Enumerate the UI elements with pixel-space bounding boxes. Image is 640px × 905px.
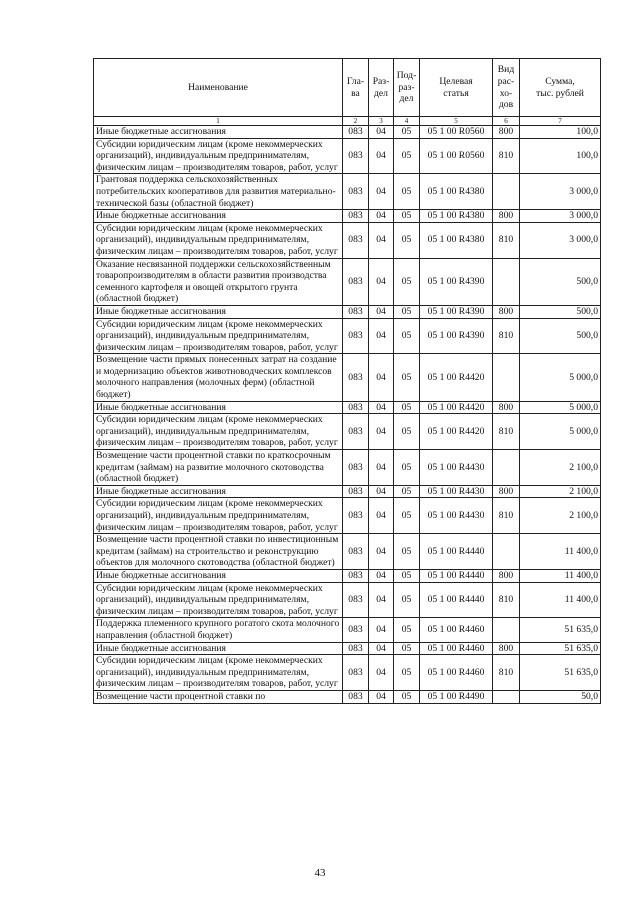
cell-podrazdel: 05 xyxy=(394,582,420,618)
cell-vid: 810 xyxy=(493,318,520,354)
cell-target: 05 1 00 R4390 xyxy=(420,305,493,318)
cell-razdel: 04 xyxy=(369,618,394,642)
cell-podrazdel: 05 xyxy=(394,354,420,401)
cell-glava: 083 xyxy=(343,126,369,139)
page-number: 43 xyxy=(314,867,326,879)
cell-vid: 810 xyxy=(493,498,520,534)
cell-target: 05 1 00 R4490 xyxy=(420,690,493,703)
header-razdel: Раз- дел xyxy=(369,59,394,117)
cell-sum: 11 400,0 xyxy=(520,534,601,570)
cell-target: 05 1 00 R4420 xyxy=(420,414,493,450)
cell-name: Иные бюджетные ассигнования xyxy=(94,485,343,498)
table-row xyxy=(94,318,601,354)
cell-podrazdel: 05 xyxy=(394,618,420,642)
header-vid: Вид рас- хо- дов xyxy=(493,59,520,117)
cell-glava: 083 xyxy=(343,655,369,691)
table-row xyxy=(94,569,601,582)
table-row xyxy=(94,126,601,139)
cell-sum: 50,0 xyxy=(520,690,601,703)
cell-glava: 083 xyxy=(343,318,369,354)
cell-podrazdel: 05 xyxy=(394,690,420,703)
cell-vid xyxy=(493,174,520,210)
cell-name: Субсидии юридическим лицам (кроме некоммерческих организаций), индивидуальным предпринимателям, физическим лицам – производителям товаров, работ, услуг xyxy=(94,138,343,174)
cell-sum: 500,0 xyxy=(520,305,601,318)
cell-glava: 083 xyxy=(343,305,369,318)
cell-sum: 51 635,0 xyxy=(520,618,601,642)
cell-target: 05 1 00 R4430 xyxy=(420,498,493,534)
cell-glava: 083 xyxy=(343,354,369,401)
cell-target: 05 1 00 R4430 xyxy=(420,485,493,498)
cell-razdel: 04 xyxy=(369,414,394,450)
cell-podrazdel: 05 xyxy=(394,126,420,139)
cell-glava: 083 xyxy=(343,174,369,210)
cell-name: Возмещение части прямых понесенных затрат на создание и модернизацию объектов животноводческих комплексов молочного направления (молочных ферм) (областной бюджет) xyxy=(94,354,343,401)
cell-vid xyxy=(493,534,520,570)
cell-razdel: 04 xyxy=(369,305,394,318)
cell-podrazdel: 05 xyxy=(394,222,420,258)
cell-razdel: 04 xyxy=(369,485,394,498)
cell-glava: 083 xyxy=(343,498,369,534)
cell-glava: 083 xyxy=(343,690,369,703)
table-row xyxy=(94,534,601,570)
cell-vid: 810 xyxy=(493,414,520,450)
cell-vid: 800 xyxy=(493,642,520,655)
cell-target: 05 1 00 R4420 xyxy=(420,354,493,401)
cell-razdel: 04 xyxy=(369,569,394,582)
cell-podrazdel: 05 xyxy=(394,414,420,450)
cell-podrazdel: 05 xyxy=(394,498,420,534)
table-row xyxy=(94,485,601,498)
cell-glava: 083 xyxy=(343,210,369,223)
header-sum: Сумма, тыс. рублей xyxy=(520,59,601,117)
column-number: 3 xyxy=(369,117,394,126)
cell-target: 05 1 00 R4440 xyxy=(420,534,493,570)
table-body xyxy=(94,126,601,704)
cell-razdel: 04 xyxy=(369,498,394,534)
cell-target: 05 1 00 R4390 xyxy=(420,318,493,354)
table-row xyxy=(94,414,601,450)
cell-razdel: 04 xyxy=(369,318,394,354)
cell-podrazdel: 05 xyxy=(394,258,420,305)
cell-name: Возмещение части процентной ставки по xyxy=(94,690,343,703)
cell-vid: 810 xyxy=(493,138,520,174)
cell-vid xyxy=(493,258,520,305)
cell-sum: 100,0 xyxy=(520,138,601,174)
cell-name: Иные бюджетные ассигнования xyxy=(94,126,343,139)
table-row xyxy=(94,690,601,703)
cell-vid xyxy=(493,618,520,642)
cell-vid: 810 xyxy=(493,222,520,258)
cell-podrazdel: 05 xyxy=(394,642,420,655)
cell-sum: 3 000,0 xyxy=(520,222,601,258)
cell-sum: 51 635,0 xyxy=(520,655,601,691)
cell-glava: 083 xyxy=(343,138,369,174)
cell-sum: 100,0 xyxy=(520,126,601,139)
cell-vid: 800 xyxy=(493,485,520,498)
cell-name: Иные бюджетные ассигнования xyxy=(94,569,343,582)
table-row xyxy=(94,138,601,174)
cell-sum: 3 000,0 xyxy=(520,210,601,223)
cell-podrazdel: 05 xyxy=(394,210,420,223)
cell-sum: 51 635,0 xyxy=(520,642,601,655)
cell-podrazdel: 05 xyxy=(394,534,420,570)
header-podrazdel: Под- раз- дел xyxy=(394,59,420,117)
column-number: 4 xyxy=(394,117,420,126)
cell-name: Иные бюджетные ассигнования xyxy=(94,305,343,318)
cell-razdel: 04 xyxy=(369,354,394,401)
cell-sum: 11 400,0 xyxy=(520,569,601,582)
cell-sum: 2 100,0 xyxy=(520,485,601,498)
cell-sum: 5 000,0 xyxy=(520,401,601,414)
cell-razdel: 04 xyxy=(369,174,394,210)
column-number: 2 xyxy=(343,117,369,126)
table-row xyxy=(94,258,601,305)
table-header-row xyxy=(94,59,601,117)
column-number: 7 xyxy=(520,117,601,126)
cell-glava: 083 xyxy=(343,582,369,618)
cell-glava: 083 xyxy=(343,222,369,258)
cell-glava: 083 xyxy=(343,534,369,570)
cell-razdel: 04 xyxy=(369,401,394,414)
cell-razdel: 04 xyxy=(369,138,394,174)
cell-podrazdel: 05 xyxy=(394,450,420,486)
table-row xyxy=(94,174,601,210)
header-target: Целевая статья xyxy=(420,59,493,117)
cell-sum: 3 000,0 xyxy=(520,174,601,210)
cell-razdel: 04 xyxy=(369,690,394,703)
column-number: 5 xyxy=(420,117,493,126)
table-row xyxy=(94,582,601,618)
cell-glava: 083 xyxy=(343,414,369,450)
cell-sum: 500,0 xyxy=(520,318,601,354)
cell-name: Субсидии юридическим лицам (кроме некоммерческих организаций), индивидуальным предпринимателям, физическим лицам – производителям товаров, работ, услуг xyxy=(94,318,343,354)
cell-podrazdel: 05 xyxy=(394,174,420,210)
table-row xyxy=(94,354,601,401)
cell-glava: 083 xyxy=(343,401,369,414)
cell-podrazdel: 05 xyxy=(394,305,420,318)
cell-target: 05 1 00 R4460 xyxy=(420,618,493,642)
cell-target: 05 1 00 R4420 xyxy=(420,401,493,414)
cell-glava: 083 xyxy=(343,642,369,655)
cell-razdel: 04 xyxy=(369,450,394,486)
header-glava: Гла- ва xyxy=(343,59,369,117)
cell-name: Оказание несвязанной поддержки сельскохозяйственным товаропроизводителям в области развития производства семенного картофеля и овощей открытого грунта (областной бюджет) xyxy=(94,258,343,305)
table-row xyxy=(94,450,601,486)
cell-podrazdel: 05 xyxy=(394,485,420,498)
cell-vid: 800 xyxy=(493,305,520,318)
cell-target: 05 1 00 R4460 xyxy=(420,655,493,691)
cell-glava: 083 xyxy=(343,258,369,305)
cell-name: Иные бюджетные ассигнования xyxy=(94,642,343,655)
cell-vid: 800 xyxy=(493,401,520,414)
cell-razdel: 04 xyxy=(369,126,394,139)
cell-target: 05 1 00 R4430 xyxy=(420,450,493,486)
cell-razdel: 04 xyxy=(369,642,394,655)
table-row xyxy=(94,618,601,642)
cell-target: 05 1 00 R4440 xyxy=(420,582,493,618)
table-row xyxy=(94,222,601,258)
cell-target: 05 1 00 R0560 xyxy=(420,126,493,139)
cell-target: 05 1 00 R4440 xyxy=(420,569,493,582)
cell-name: Иные бюджетные ассигнования xyxy=(94,210,343,223)
cell-razdel: 04 xyxy=(369,534,394,570)
cell-podrazdel: 05 xyxy=(394,138,420,174)
table-row xyxy=(94,401,601,414)
table-row xyxy=(94,655,601,691)
cell-podrazdel: 05 xyxy=(394,655,420,691)
cell-vid xyxy=(493,450,520,486)
cell-glava: 083 xyxy=(343,485,369,498)
cell-name: Субсидии юридическим лицам (кроме некоммерческих организаций), индивидуальным предпринимателям, физическим лицам – производителям товаров, работ, услуг xyxy=(94,498,343,534)
cell-podrazdel: 05 xyxy=(394,401,420,414)
cell-target: 05 1 00 R4460 xyxy=(420,642,493,655)
cell-vid xyxy=(493,354,520,401)
cell-podrazdel: 05 xyxy=(394,318,420,354)
cell-sum: 11 400,0 xyxy=(520,582,601,618)
cell-vid: 800 xyxy=(493,210,520,223)
column-number-row xyxy=(94,117,601,126)
cell-razdel: 04 xyxy=(369,222,394,258)
cell-razdel: 04 xyxy=(369,258,394,305)
cell-razdel: 04 xyxy=(369,582,394,618)
cell-name: Поддержка племенного крупного рогатого скота молочного направления (областной бюджет) xyxy=(94,618,343,642)
cell-name: Субсидии юридическим лицам (кроме некоммерческих организаций), индивидуальным предпринимателям, физическим лицам – производителям товаров, работ, услуг xyxy=(94,414,343,450)
cell-vid: 800 xyxy=(493,126,520,139)
cell-razdel: 04 xyxy=(369,655,394,691)
cell-glava: 083 xyxy=(343,569,369,582)
cell-sum: 5 000,0 xyxy=(520,414,601,450)
cell-name: Субсидии юридическим лицам (кроме некоммерческих организаций), индивидуальным предпринимателям, физическим лицам – производителям товаров, работ, услуг xyxy=(94,222,343,258)
column-number: 1 xyxy=(94,117,343,126)
cell-sum: 2 100,0 xyxy=(520,450,601,486)
table-row xyxy=(94,305,601,318)
cell-name: Возмещение части процентной ставки по краткосрочным кредитам (займам) на развитие молочного скотоводства (областной бюджет) xyxy=(94,450,343,486)
cell-vid: 810 xyxy=(493,655,520,691)
cell-target: 05 1 00 R4380 xyxy=(420,174,493,210)
cell-vid: 810 xyxy=(493,582,520,618)
cell-name: Грантовая поддержка сельскохозяйственных потребительских кооперативов для развития материально-технической базы (областной бюджет) xyxy=(94,174,343,210)
cell-podrazdel: 05 xyxy=(394,569,420,582)
cell-name: Возмещение части процентной ставки по инвестиционным кредитам (займам) на строительство и реконструкцию объектов для молочного скотоводства (областной бюджет) xyxy=(94,534,343,570)
cell-target: 05 1 00 R4380 xyxy=(420,210,493,223)
cell-sum: 5 000,0 xyxy=(520,354,601,401)
table-row xyxy=(94,642,601,655)
cell-razdel: 04 xyxy=(369,210,394,223)
cell-target: 05 1 00 R4380 xyxy=(420,222,493,258)
table-row xyxy=(94,498,601,534)
cell-name: Иные бюджетные ассигнования xyxy=(94,401,343,414)
cell-target: 05 1 00 R0560 xyxy=(420,138,493,174)
column-number: 6 xyxy=(493,117,520,126)
cell-name: Субсидии юридическим лицам (кроме некоммерческих организаций), индивидуальным предпринимателям, физическим лицам – производителям товаров, работ, услуг xyxy=(94,582,343,618)
budget-table xyxy=(93,58,601,704)
header-name: Наименование xyxy=(94,59,343,117)
cell-glava: 083 xyxy=(343,618,369,642)
cell-glava: 083 xyxy=(343,450,369,486)
cell-vid xyxy=(493,690,520,703)
cell-sum: 500,0 xyxy=(520,258,601,305)
cell-sum: 2 100,0 xyxy=(520,498,601,534)
table-row xyxy=(94,210,601,223)
cell-vid: 800 xyxy=(493,569,520,582)
cell-target: 05 1 00 R4390 xyxy=(420,258,493,305)
cell-name: Субсидии юридическим лицам (кроме некоммерческих организаций), индивидуальным предпринимателям, физическим лицам – производителям товаров, работ, услуг xyxy=(94,655,343,691)
